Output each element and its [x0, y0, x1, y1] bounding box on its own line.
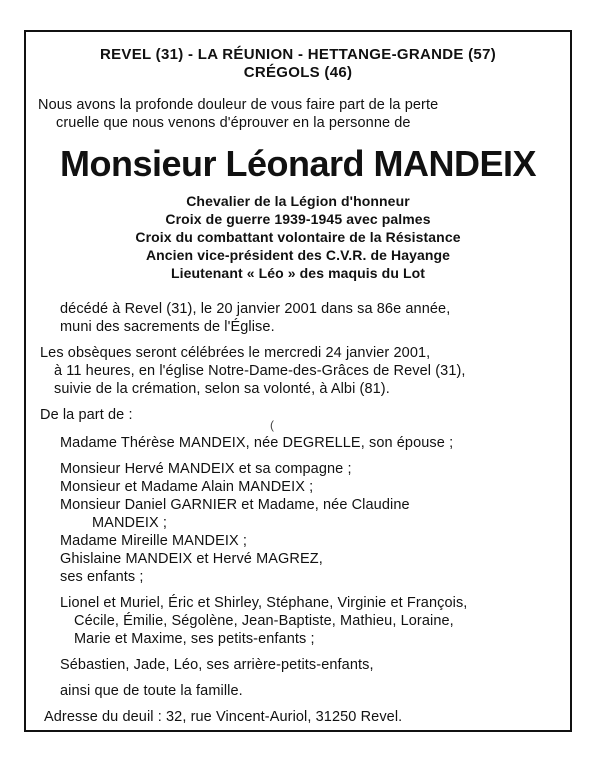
children-entry: Monsieur Hervé MANDEIX et sa compagne ; [60, 461, 352, 477]
children-entry: Ghislaine MANDEIX et Hervé MAGREZ, [60, 551, 323, 567]
children-entry: Madame Mireille MANDEIX ; [60, 533, 248, 549]
funeral-details-cont: suivie de la crémation, selon sa volonté, à Albi (81). [54, 381, 390, 397]
grandchildren-entry: Lionel et Muriel, Éric et Shirley, Stéphane, Virginie et François, [60, 595, 468, 611]
children-entry: ses enfants ; [60, 569, 144, 585]
deceased-name: Monsieur Léonard MANDEIX [59, 143, 537, 184]
header-locations: REVEL (31) - LA RÉUNION - HETTANGE-GRANDE (57) [99, 46, 497, 63]
honor-item: Lieutenant « Léo » des maquis du Lot [170, 265, 426, 281]
spouse-entry: Madame Thérèse MANDEIX, née DEGRELLE, son épouse ; [60, 435, 454, 451]
honor-item: Croix de guerre 1939-1945 avec palmes [165, 211, 431, 227]
death-details: décédé à Revel (31), le 20 janvier 2001 dans sa 86e année, [60, 301, 451, 317]
honor-item: Croix du combattant volontaire de la Résistance [135, 229, 461, 245]
honor-item: Ancien vice-président des C.V.R. de Hayange [145, 247, 451, 263]
children-entry: MANDEIX ; [92, 515, 168, 531]
children-entry: Monsieur et Madame Alain MANDEIX ; [60, 479, 314, 495]
intro-text: Nous avons la profonde douleur de vous faire part de la perte [38, 97, 439, 113]
grandchildren-entry: Marie et Maxime, ses petits-enfants ; [74, 631, 315, 647]
mourning-address: Adresse du deuil : 32, rue Vincent-Auriol, 31250 Revel. [44, 709, 403, 725]
grandchildren-entry: Cécile, Émilie, Ségolène, Jean-Baptiste, Mathieu, Loraine, [74, 613, 454, 629]
death-details-cont: muni des sacrements de l'Église. [60, 319, 275, 335]
great-grandchildren-entry: Sébastien, Jade, Léo, ses arrière-petits-enfants, [60, 657, 374, 673]
stray-mark: ( [270, 418, 274, 432]
funeral-details-cont: à 11 heures, en l'église Notre-Dame-des-Grâces de Revel (31), [54, 363, 466, 379]
funeral-details: Les obsèques seront célébrées le mercredi 24 janvier 2001, [40, 345, 431, 361]
children-entry: Monsieur Daniel GARNIER et Madame, née Claudine [60, 497, 410, 513]
honor-item: Chevalier de la Légion d'honneur [186, 193, 410, 209]
header-locations-cont: CRÉGOLS (46) [243, 64, 353, 81]
intro-text-cont: cruelle que nous venons d'éprouver en la personne de [56, 115, 411, 131]
from-label: De la part de : [40, 407, 133, 423]
obituary-notice [24, 30, 572, 732]
family-entry: ainsi que de toute la famille. [60, 683, 243, 699]
